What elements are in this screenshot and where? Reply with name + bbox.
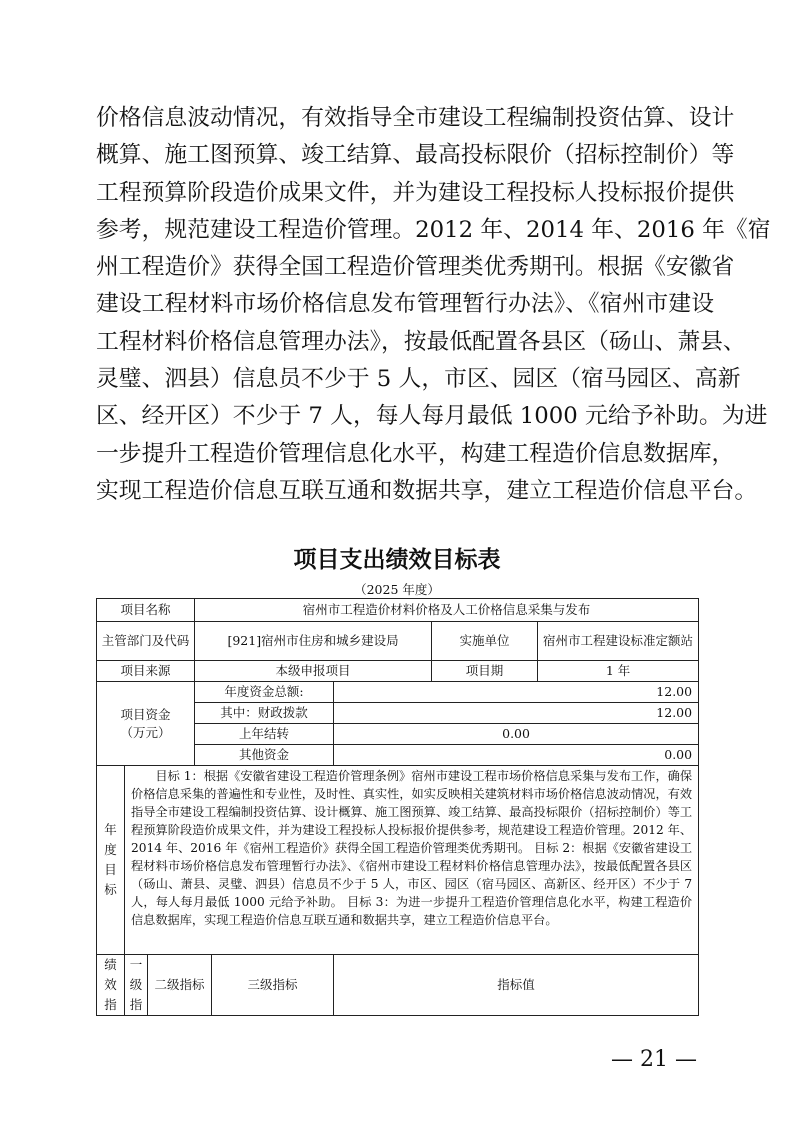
annual-goal-row (97, 766, 699, 955)
level2-header: 二级指标 (154, 977, 205, 992)
level1-char: 级 (129, 977, 143, 992)
level1-char: 指 (129, 997, 143, 1012)
level1-char: 一 (129, 957, 143, 972)
dept-label: 主管部门及代码 (97, 622, 195, 661)
indicator-header-row (97, 955, 699, 1016)
indicator-label-char: 绩 (104, 957, 117, 972)
indicator-label-char: 指 (104, 997, 117, 1012)
fund-row-value: 0.00 (334, 745, 699, 766)
source-label: 项目来源 (97, 661, 195, 682)
paragraph-line: 工程材料价格信息管理办法》，按最低配置各县区（砀山、萧县、 (96, 328, 746, 355)
source-row (97, 661, 699, 682)
paragraph-line: 一步提升工程造价管理信息化水平，构建工程造价信息数据库， (96, 440, 735, 467)
period-label: 项目期 (432, 661, 538, 682)
level1-header (125, 955, 148, 1015)
indicator-value-header: 指标值 (334, 955, 699, 1016)
page-number: — 21 — (611, 1047, 697, 1072)
dept-value: [921]宿州市住房和城乡建设局 (195, 622, 432, 661)
department-row (97, 622, 699, 661)
impl-unit-label: 实施单位 (432, 622, 538, 661)
period-value: 1 年 (538, 661, 699, 682)
goal-label-char: 标 (104, 882, 117, 897)
annual-goal-label (97, 766, 125, 955)
body-paragraph (96, 100, 771, 510)
project-name-label: 项目名称 (97, 599, 195, 622)
annual-goal-text: 目标 1：根据《安徽省建设工程造价管理条例》宿州市建设工程市场价格信息采集与发布工作，确保价格信息采集的普遍性和专业性，及时性、真实性，如实反映相关建筑材料市场价格信息波动情况，有效指导全市建设工程编制投资估算、设计概算、施工图预算、竣工结算、最高投标限价（招标控制价）等工程预算阶段造价成果文件，并为建设工程投标人投标报价提供参考，规范建设工程造价管理。2012 年、2014 年、2016 年《宿州工程造价》获得全国工程造价管理类优秀期刊。 目标 2：根据《安徽省建设工程材料市场价格信息发布管理暂行办法》、《宿州市建设工程材料价格信息管理办法》，按最低配置各县区（砀山、萧县、灵璧、泗县）信息员不少于 5 人，市区、园区（宿马园区、高新区、经开区）不少于 7 人，每人每月最低 1000 元给予补助。 目标 3：为进一步提升工程造价管理信息化水平，构建工程造价信息数据库，实现工程造价信息互联互通和数据共享，建立工程造价信息平台。 (125, 766, 699, 955)
goal-label-char: 度 (104, 842, 117, 857)
performance-goal-table (96, 598, 699, 1016)
paragraph-line: 建设工程材料市场价格信息发布管理暂行办法》、《宿州市建设 (96, 291, 714, 318)
project-name-row (97, 599, 699, 622)
paragraph-line: 灵璧、泗县）信息员不少于 5 人，市区、园区（宿马园区、高新 (96, 366, 741, 393)
source-value: 本级申报项目 (195, 661, 432, 682)
impl-unit-value: 宿州市工程建设标准定额站 (538, 622, 699, 661)
fund-label-line: （万元） (120, 724, 171, 740)
fund-label (97, 682, 195, 766)
level3-header: 三级指标 (212, 955, 334, 1016)
paragraph-line: 实现工程造价信息互联互通和数据共享，建立工程造价信息平台。 (96, 477, 758, 504)
fund-row-label: 其他资金 (195, 745, 334, 766)
level-split (125, 955, 212, 1016)
fund-row-label: 年度资金总额: (195, 682, 334, 703)
paragraph-line: 州工程造价》获得全国工程造价管理类优秀期刊。根据《安徽省 (96, 254, 735, 281)
table-title: 项目支出绩效目标表 (293, 547, 501, 573)
paragraph-line: 概算、施工图预算、竣工结算、最高投标限价（招标控制价）等 (96, 142, 735, 169)
fund-row-value: 12.00 (334, 703, 699, 724)
goal-label-char: 年 (104, 822, 117, 837)
fund-row (97, 682, 699, 703)
paragraph-line: 区、经开区）不少于 7 人，每人每月最低 1000 元给予补助。为进 (96, 403, 768, 430)
table-subtitle: （2025 年度） (354, 582, 440, 597)
fund-row-label: 其中：财政拨款 (195, 703, 334, 724)
paragraph-line: 参考，规范建设工程造价管理。2012 年、2014 年、2016 年《宿 (96, 216, 771, 243)
paragraph-line: 价格信息波动情况，有效指导全市建设工程编制投资估算、设计 (96, 105, 735, 131)
fund-row-value: 0.00 (334, 724, 699, 745)
indicator-label (97, 955, 125, 1016)
indicator-label-char: 效 (104, 977, 117, 992)
fund-label-line: 项目资金 (120, 706, 171, 722)
fund-row-label: 上年结转 (195, 724, 334, 745)
level-subtable (125, 955, 211, 1015)
paragraph-line: 工程预算阶段造价成果文件，并为建设工程投标人投标报价提供 (96, 179, 735, 206)
project-name-value: 宿州市工程造价材料价格及人工价格信息采集与发布 (195, 599, 699, 622)
fund-row-value: 12.00 (334, 682, 699, 703)
goal-label-char: 目 (104, 862, 117, 877)
